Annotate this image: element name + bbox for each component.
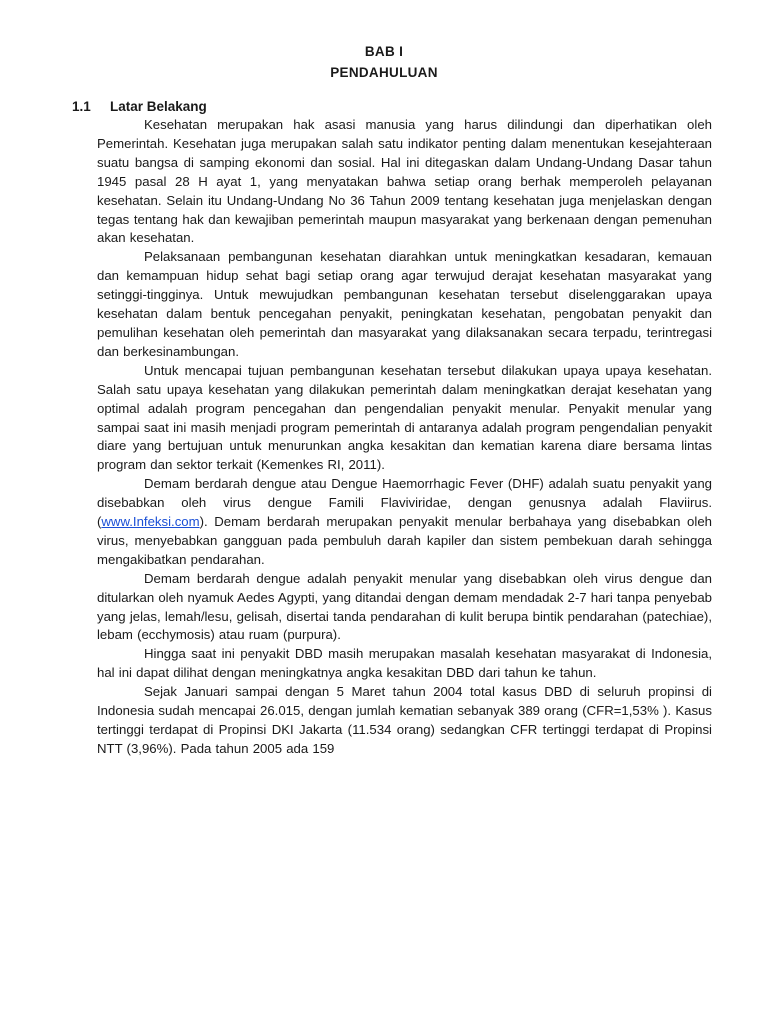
chapter-title: PENDAHULUAN bbox=[330, 65, 438, 80]
paragraph-health-rights: Kesehatan merupakan hak asasi manusia yang harus dilindungi dan diperhatikan oleh Pemerintah. Kesehatan juga merupakan salah satu indikator penting dalam menentukan kesejahteraan suatu bangsa di samping ekonomi dan sosial. Hal ini ditegaskan dalam Undang-Undang Dasar tahun 1945 pasal 28 H ayat 1, yang menyatakan bahwa setiap orang berhak memperoleh pelayanan kesehatan. Selain itu Undang-Undang No 36 Tahun 2009 tentang kesehatan juga menjelaskan dengan tegas tentang hak dan kewajiban pemerintah maupun masyarakat yang berkenaan dengan pemenuhan akan kesehatan. bbox=[97, 117, 712, 246]
chapter-number: BAB I bbox=[364, 44, 404, 59]
paragraph-dhf-definition bbox=[97, 475, 712, 570]
paragraph-dbd-statistics: Sejak Januari sampai dengan 5 Maret tahun 2004 total kasus DBD di seluruh propinsi di Indonesia sudah mencapai 26.015, dengan jumlah kematian sebanyak 389 orang (CFR=1,53% ). Kasus tertinggi terdapat di Propinsi DKI Jakarta (11.534 orang) sedangkan CFR tertinggi terdapat di Propinsi NTT (3,96%). Pada tahun 2005 ada 159 bbox=[97, 684, 712, 756]
dhf-text-after-link: ). Demam berdarah merupakan penyakit menular berbahaya yang disebabkan oleh virus, menyebabkan gangguan pada pembuluh darah kapiler dan sistem pembekuan darah sehingga mengakibatkan pendarahan. bbox=[97, 514, 712, 567]
paragraph-dbd-problem: Hingga saat ini penyakit DBD masih merupakan masalah kesehatan masyarakat di Indonesia, hal ini dapat dilihat dengan meningkatnya angka kesakitan DBD dari tahun ke tahun. bbox=[97, 646, 712, 681]
infeksi-link[interactable]: www.Infeksi.com bbox=[101, 514, 200, 530]
section-title: Latar Belakang bbox=[110, 99, 207, 114]
dhf-text-before-link: Demam berdarah dengue atau Dengue Haemorrhagic Fever (DHF) adalah suatu penyakit yang disebabkan oleh virus dengue Famili Flaviviridae, dengan genusnya adalah Flaviirus. ( bbox=[97, 476, 712, 530]
section-heading bbox=[72, 99, 207, 114]
body-text bbox=[97, 116, 712, 759]
paragraph-health-efforts: Untuk mencapai tujuan pembangunan kesehatan tersebut dilakukan upaya upaya kesehatan. Salah satu upaya kesehatan yang dilakukan pemerintah dalam meningkatkan derajat kesehatan yang optimal adalah program pencegahan dan pengendalian penyakit menular. Penyakit menular yang sampai saat ini masih menjadi program pemerintah di antaranya adalah program pengendalian penyakit diare yang bertujuan untuk menurunkan angka kesakitan dan kematian karena diare bersama lintas program dan sektor terkait (Kemenkes RI, 2011). bbox=[97, 362, 712, 473]
section-number: 1.1 bbox=[72, 99, 91, 114]
paragraph-dhf-symptoms: Demam berdarah dengue adalah penyakit menular yang disebabkan oleh virus dengue dan ditularkan oleh nyamuk Aedes Agypti, yang ditandai dengan demam mendadak 2-7 hari tanpa penyebab yang jelas, lemah/lesu, gelisah, disertai tanda pendarahan di kulit berupa bintik pendarahan (patechiae), lebam (ecchymosis) atau ruam (purpura). bbox=[97, 570, 713, 643]
paragraph-health-development: Pelaksanaan pembangunan kesehatan diarahkan untuk meningkatkan kesadaran, kemauan dan kemampuan hidup sehat bagi setiap orang agar terwujud derajat kesehatan masyarakat yang setinggi-tingginya. Untuk mewujudkan pembangunan kesehatan tersebut diselenggarakan upaya kesehatan dalam bentuk pencegahan penyakit, peningkatan kesehatan, pengobatan penyakit dan pemulihan kesehatan oleh pemerintah dan masyarakat yang dilaksanakan secara terpadu, terintregasi dan berkesinambungan. bbox=[97, 249, 712, 359]
